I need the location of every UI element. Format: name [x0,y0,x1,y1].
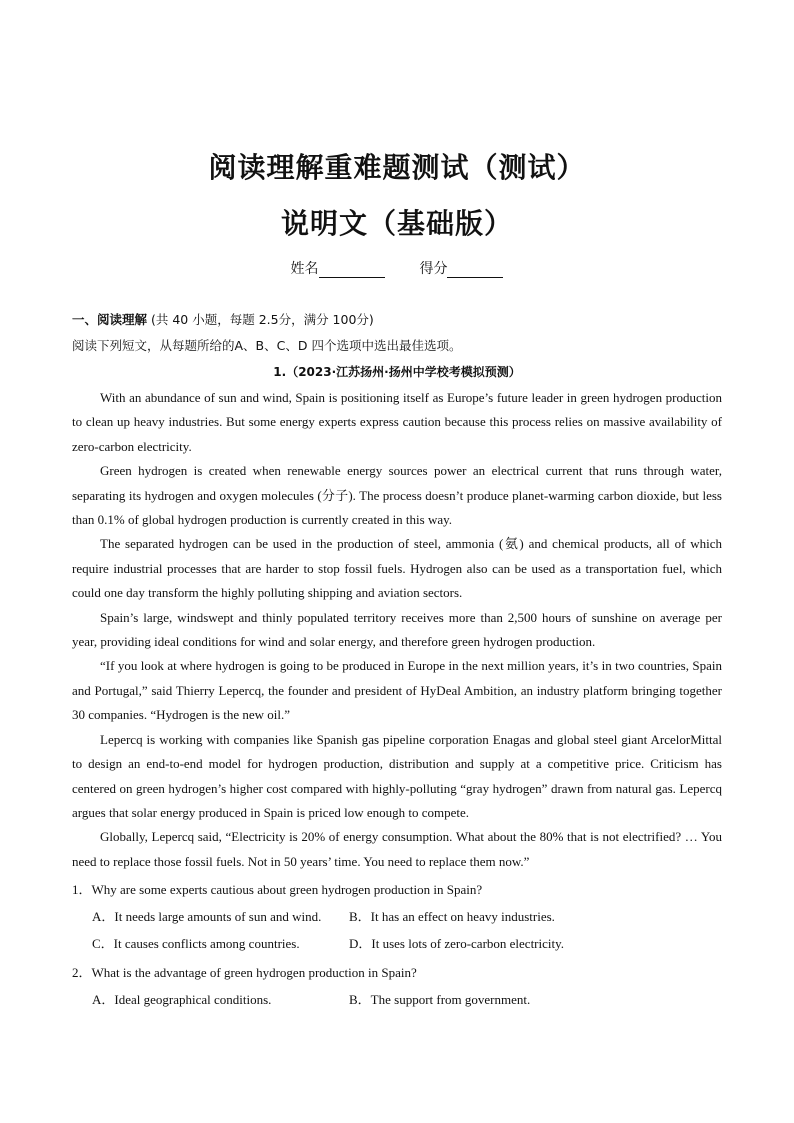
passage-paragraph: Spain’s large, windswept and thinly populated territory receives more than 2,500 hours of sunshine on average per year, providing ideal conditions for wind and solar energy, and therefore green hydrogen production. [72,609,722,650]
passage-paragraph: Lepercq is working with companies like Spanish gas pipeline corporation Enagas and global steel giant ArcelorMittal to design an end-to-end model for hydrogen production, distribution and supply at a competitive price. Criticism has centered on green hydrogen’s higher cost compared with highly-polluting “gray hydrogen” drawn from natural gas. Lepercq argues that solar energy produced in Spain is priced low enough to compete. [72,731,722,820]
option-d: D．It uses lots of zero-carbon electricity. [349,936,565,952]
section-note: (共 40 小题，每题 2.5分，满分 100分) [147,312,374,327]
passage-heading: 1.（2023·江苏扬州·扬州中学校考模拟预测） [273,365,521,379]
name-blank [319,263,385,278]
option-row [72,903,722,930]
option-c: C．It causes conflicts among countries. [92,936,300,952]
option-row [72,930,722,957]
passage-paragraph: Globally, Lepercq said, “Electricity is 20% of energy consumption. What about the 80% that is not electrified? … You need to replace those fossil fuels. Not in 50 years’ time. You need to replace them now.” [72,829,722,869]
passage-paragraph: “If you look at where hydrogen is going to be produced in Europe in the next million years, it’s in two countries, Spain and Portugal,” said Thierry Lepercq, the founder and president of HyDeal Ambition, an industry platform bringing together 30 companies. “Hydrogen is the new oil.” [72,658,722,723]
document-body [72,310,722,1013]
passage-paragraph: The separated hydrogen can be used in the production of steel, ammonia (氨) and chemical products, all of which require industrial processes that are harder to stop fossil fuels. Hydrogen also can be used as a transportation fuel, which could one day transform the highly polluting shipping and aviation sectors. [72,536,722,601]
passage-paragraph: Green hydrogen is created when renewable energy sources power an electrical current that runs through water, separating its hydrogen and oxygen molecules (分子). The process doesn’t produce planet-warming carbon dioxide, but less than 0.1% of global hydrogen production is currently created in this way. [72,463,722,528]
name-score-row [0,258,794,278]
document-subtitle: 说明文（基础版） [280,207,513,240]
question-stem: 2．What is the advantage of green hydrogen production in Spain? [72,965,417,981]
score-label: 得分 [419,261,448,277]
section-heading [72,310,722,330]
option-row [72,986,722,1013]
option-a: A．It needs large amounts of sun and wind. [92,909,322,925]
passage-paragraph: With an abundance of sun and wind, Spain is positioning itself as Europe’s future leader in green hydrogen production to clean up heavy industries. But some energy experts express caution because this process relies on massive availability of zero-carbon electricity. [72,390,722,454]
section-title: 一、阅读理解 [72,312,148,327]
option-a: A．Ideal geographical conditions. [92,992,272,1008]
option-b: B．It has an effect on heavy industries. [349,909,555,925]
document-title: 阅读理解重难题测试（测试） [208,151,586,184]
option-b: B．The support from government. [349,992,531,1008]
name-label: 姓名 [290,261,319,277]
score-blank [447,263,503,278]
question-stem: 1．Why are some experts cautious about green hydrogen production in Spain? [72,882,483,898]
instruction-text: 阅读下列短文，从每题所给的A、B、C、D 四个选项中选出最佳选项。 [72,338,462,353]
